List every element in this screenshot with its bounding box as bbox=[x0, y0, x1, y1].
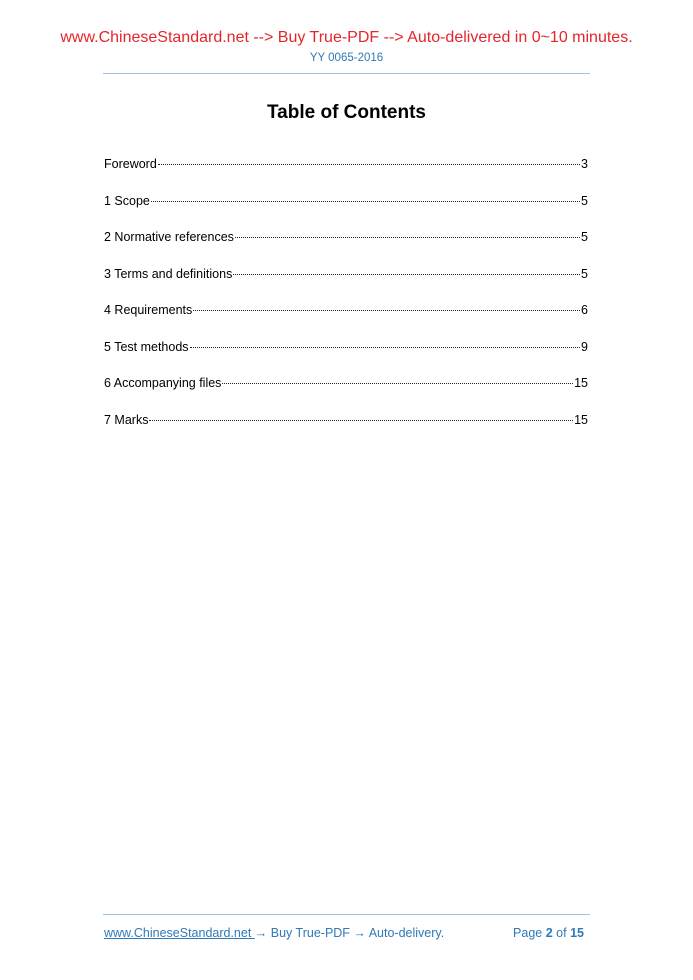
dot-leader bbox=[151, 201, 580, 202]
current-page-number: 2 bbox=[545, 926, 553, 940]
toc-entry-marks[interactable] bbox=[104, 412, 588, 449]
toc-entry-page: 15 bbox=[574, 376, 588, 390]
dot-leader bbox=[233, 274, 580, 275]
toc-entry-label: 5 Test methods bbox=[104, 339, 189, 354]
toc-entry-page: 5 bbox=[581, 230, 588, 244]
top-banner[interactable]: www.ChineseStandard.net --> Buy True-PDF --> Auto-delivered in 0~10 minutes. bbox=[60, 29, 633, 46]
toc-title: Table of Contents bbox=[266, 102, 427, 123]
toc-entry-requirements[interactable] bbox=[104, 302, 588, 339]
toc-entry-foreword[interactable] bbox=[104, 156, 588, 193]
toc-entry-page: 5 bbox=[581, 193, 588, 208]
footer-site-link[interactable]: www.ChineseStandard.net bbox=[104, 926, 255, 940]
toc-entry-label: 3 Terms and definitions bbox=[104, 266, 233, 281]
toc-entry-accompanying-files[interactable] bbox=[104, 375, 588, 412]
page-word: Page bbox=[513, 926, 543, 940]
header-divider bbox=[103, 73, 590, 74]
total-pages-number: 15 bbox=[570, 926, 584, 940]
toc-entry-page: 6 bbox=[581, 303, 588, 317]
page-indicator bbox=[513, 925, 584, 941]
footer-tagline: → Buy True-PDF → Auto-delivery. bbox=[254, 926, 445, 940]
toc-list bbox=[104, 156, 588, 448]
document-code: YY 0065-2016 bbox=[309, 52, 384, 64]
toc-entry-test-methods[interactable] bbox=[104, 339, 588, 376]
toc-entry-label: 6 Accompanying files bbox=[104, 376, 222, 390]
toc-entry-label: 2 Normative references bbox=[104, 230, 234, 244]
toc-entry-page: 9 bbox=[581, 339, 588, 354]
toc-entry-label: 7 Marks bbox=[104, 412, 149, 427]
dot-leader bbox=[158, 164, 580, 165]
dot-leader bbox=[190, 347, 581, 348]
page-footer bbox=[104, 925, 588, 941]
toc-entry-page: 3 bbox=[581, 157, 588, 171]
toc-entry-label: 4 Requirements bbox=[104, 303, 193, 317]
dot-leader bbox=[222, 383, 573, 384]
of-word: of bbox=[556, 926, 567, 940]
toc-entry-page: 5 bbox=[581, 266, 588, 281]
toc-entry-normative-references[interactable] bbox=[104, 229, 588, 266]
toc-entry-label: 1 Scope bbox=[104, 193, 150, 208]
toc-entry-page: 15 bbox=[574, 412, 588, 427]
toc-entry-terms-definitions[interactable] bbox=[104, 266, 588, 303]
footer-divider bbox=[103, 914, 590, 915]
dot-leader bbox=[149, 420, 573, 421]
toc-entry-label: Foreword bbox=[104, 157, 157, 171]
dot-leader bbox=[193, 310, 580, 311]
dot-leader bbox=[235, 237, 580, 238]
toc-entry-scope[interactable] bbox=[104, 193, 588, 230]
